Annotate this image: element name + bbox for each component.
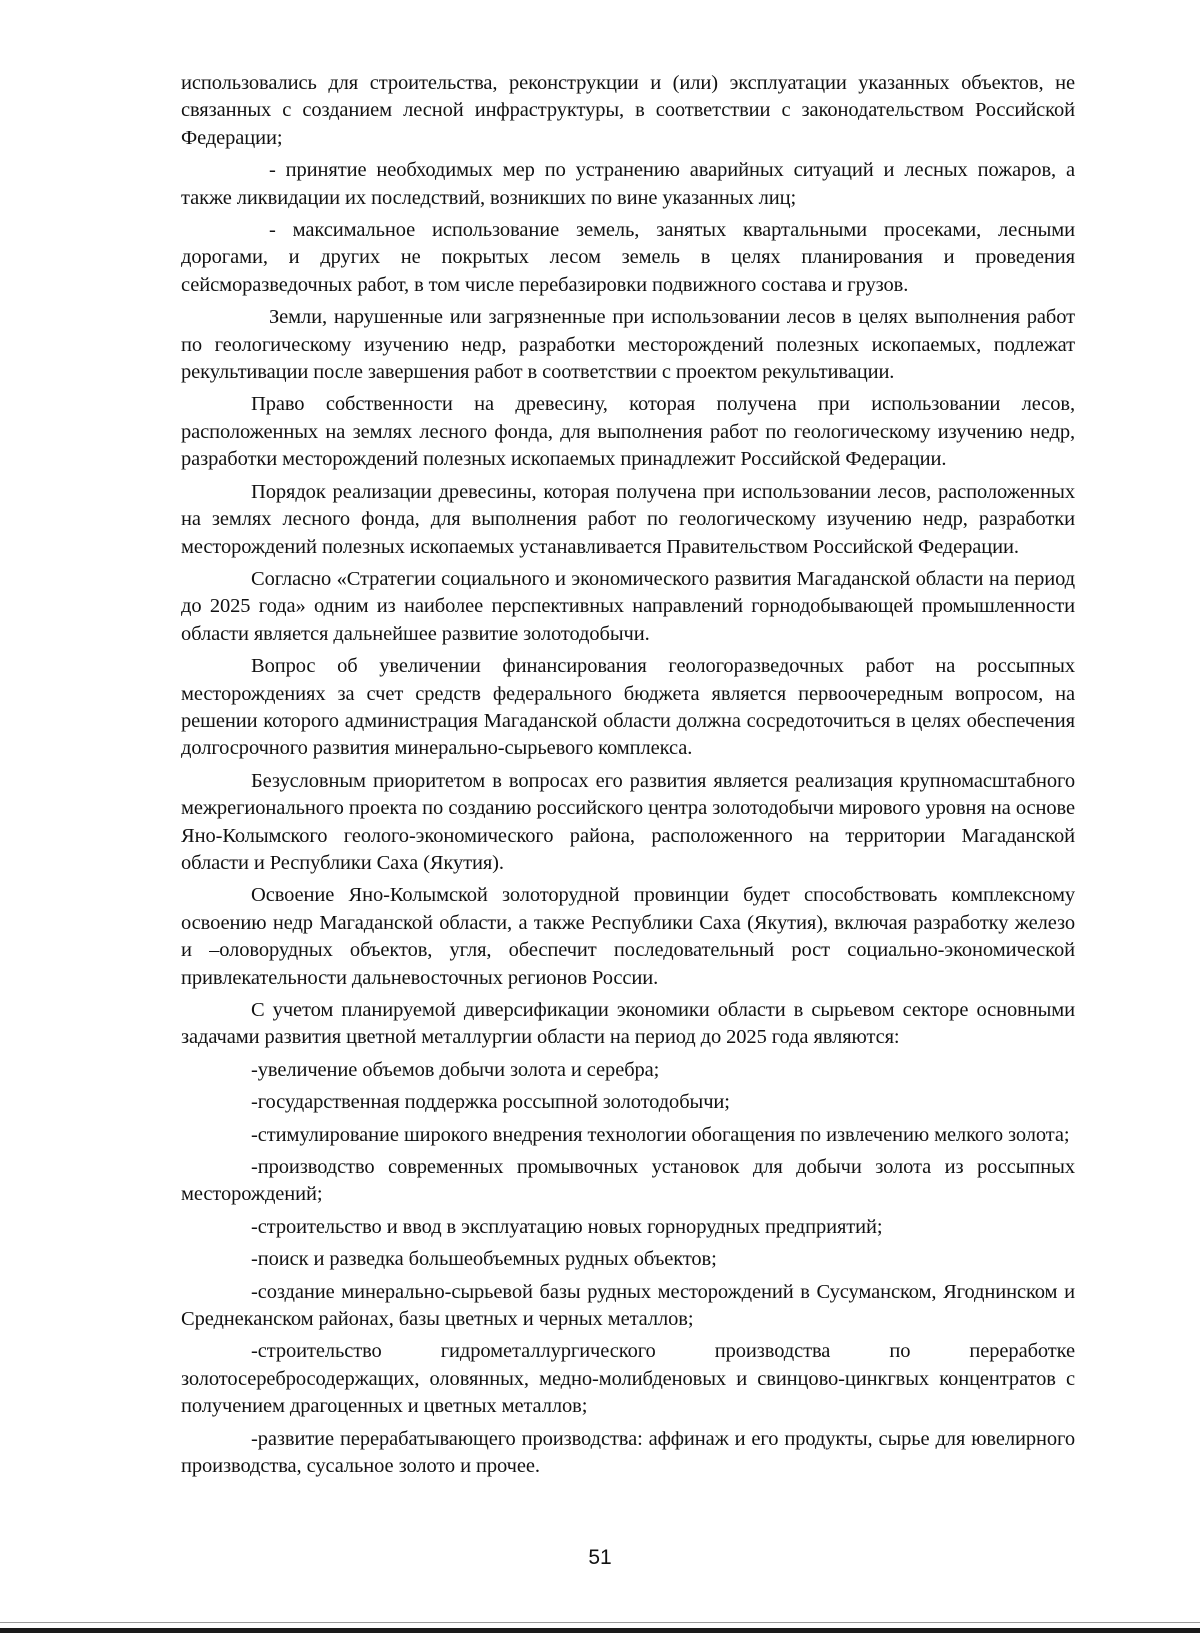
paragraph: Безусловным приоритетом в вопросах его развития является реализация крупномасштабного межрегионального проекта по созданию российского центра золотодобычи мирового уровня на основе Яно-Колымского геолого-экономического района, расположенного на территории Магаданской области и Республики Саха (Якутия). bbox=[181, 769, 1075, 874]
list-item: - принятие необходимых мер по устранению аварийных ситуаций и лесных пожаров, а также ликвидации их последствий, возникших по вине указанных лиц; bbox=[181, 159, 1075, 209]
paragraph: Освоение Яно-Колымской золоторудной провинции будет способствовать комплексному освоению недр Магаданской области, а также Республики Саха (Якутия), включая разработку железо и –оловорудных объектов, угля, обеспечит последовательный рост социально-экономической привлекательности дальневосточных регионов России. bbox=[181, 884, 1075, 989]
list-item: -строительство гидрометаллургического производства по переработке золотосеребросодержащих, оловянных, медно-молибденовых и свинцово-цинкгвых концентратов с получением драгоценных и цветных металлов; bbox=[181, 1340, 1075, 1418]
list-item: - максимальное использование земель, занятых квартальными просеками, лесными дорогами, и других не покрытых лесом земель в целях планирования и проведения сейсморазведочных работ, в том числе перебазировки подвижного состава и грузов. bbox=[181, 219, 1075, 296]
list-item: -строительство и ввод в эксплуатацию новых горнорудных предприятий; bbox=[251, 1215, 883, 1238]
list-item: -производство современных промывочных установок для добычи золота из россыпных месторождений; bbox=[181, 1156, 1075, 1206]
document-body bbox=[181, 70, 1075, 1486]
paragraph: Право собственности на древесину, которая получена при использовании лесов, расположенных на землях лесного фонда, для выполнения работ по геологическому изучению недр, разработки месторождений полезных ископаемых принадлежит Российской Федерации. bbox=[181, 393, 1075, 471]
bottom-rule bbox=[0, 1628, 1200, 1633]
list-item: -поиск и разведка большеобъемных рудных объектов; bbox=[251, 1248, 717, 1271]
list-item: -государственная поддержка россыпной золотодобычи; bbox=[251, 1091, 730, 1114]
bottom-scan-edge bbox=[0, 1622, 1200, 1623]
list-item: -стимулирование широкого внедрения технологии обогащения по извлечению мелкого золота; bbox=[251, 1123, 1070, 1146]
paragraph: Согласно «Стратегии социального и экономического развития Магаданской области на период до 2025 года» одним из наиболее перспективных направлений горнодобывающей промышленности области является дальнейшее развитие золотодобычи. bbox=[181, 567, 1075, 645]
paragraph: использовались для строительства, реконструкции и (или) эксплуатации указанных объектов, не связанных с созданием лесной инфраструктуры, в соответствии с законодательством Российской Федерации; bbox=[181, 72, 1075, 149]
list-item: -создание минерально-сырьевой базы рудных месторождений в Сусуманском, Ягоднинском и Среднеканском районах, базы цветных и черных металлов; bbox=[181, 1280, 1075, 1331]
page-number: 51 bbox=[588, 1546, 612, 1569]
paragraph: Порядок реализации древесины, которая получена при использовании лесов, расположенных на землях лесного фонда, для выполнения работ по геологическому изучению недр, разработки месторождений полезных ископаемых устанавливается Правительством Российской Федерации. bbox=[181, 480, 1075, 558]
list-item: -увеличение объемов добычи золота и серебра; bbox=[251, 1058, 660, 1081]
paragraph: Вопрос об увеличении финансирования геологоразведочных работ на россыпных месторождениях за счет средств федерального бюджета является первоочередным вопросом, на решении которого администрация Магаданской области должна сосредоточиться в целях обеспечения долгосрочного развития минерально-сырьевого комплекса. bbox=[181, 655, 1075, 760]
paragraph: Земли, нарушенные или загрязненные при использовании лесов в целях выполнения работ по геологическому изучению недр, разработки месторождений полезных ископаемых, подлежат рекультивации после завершения работ в соответствии с проектом рекультивации. bbox=[181, 306, 1075, 384]
paragraph: С учетом планируемой диверсификации экономики области в сырьевом секторе основными задачами развития цветной металлургии области на период до 2025 года являются: bbox=[181, 999, 1075, 1049]
list-item: -развитие перерабатывающего производства: аффинаж и его продукты, сырье для ювелирного производства, сусальное золото и прочее. bbox=[181, 1427, 1075, 1478]
